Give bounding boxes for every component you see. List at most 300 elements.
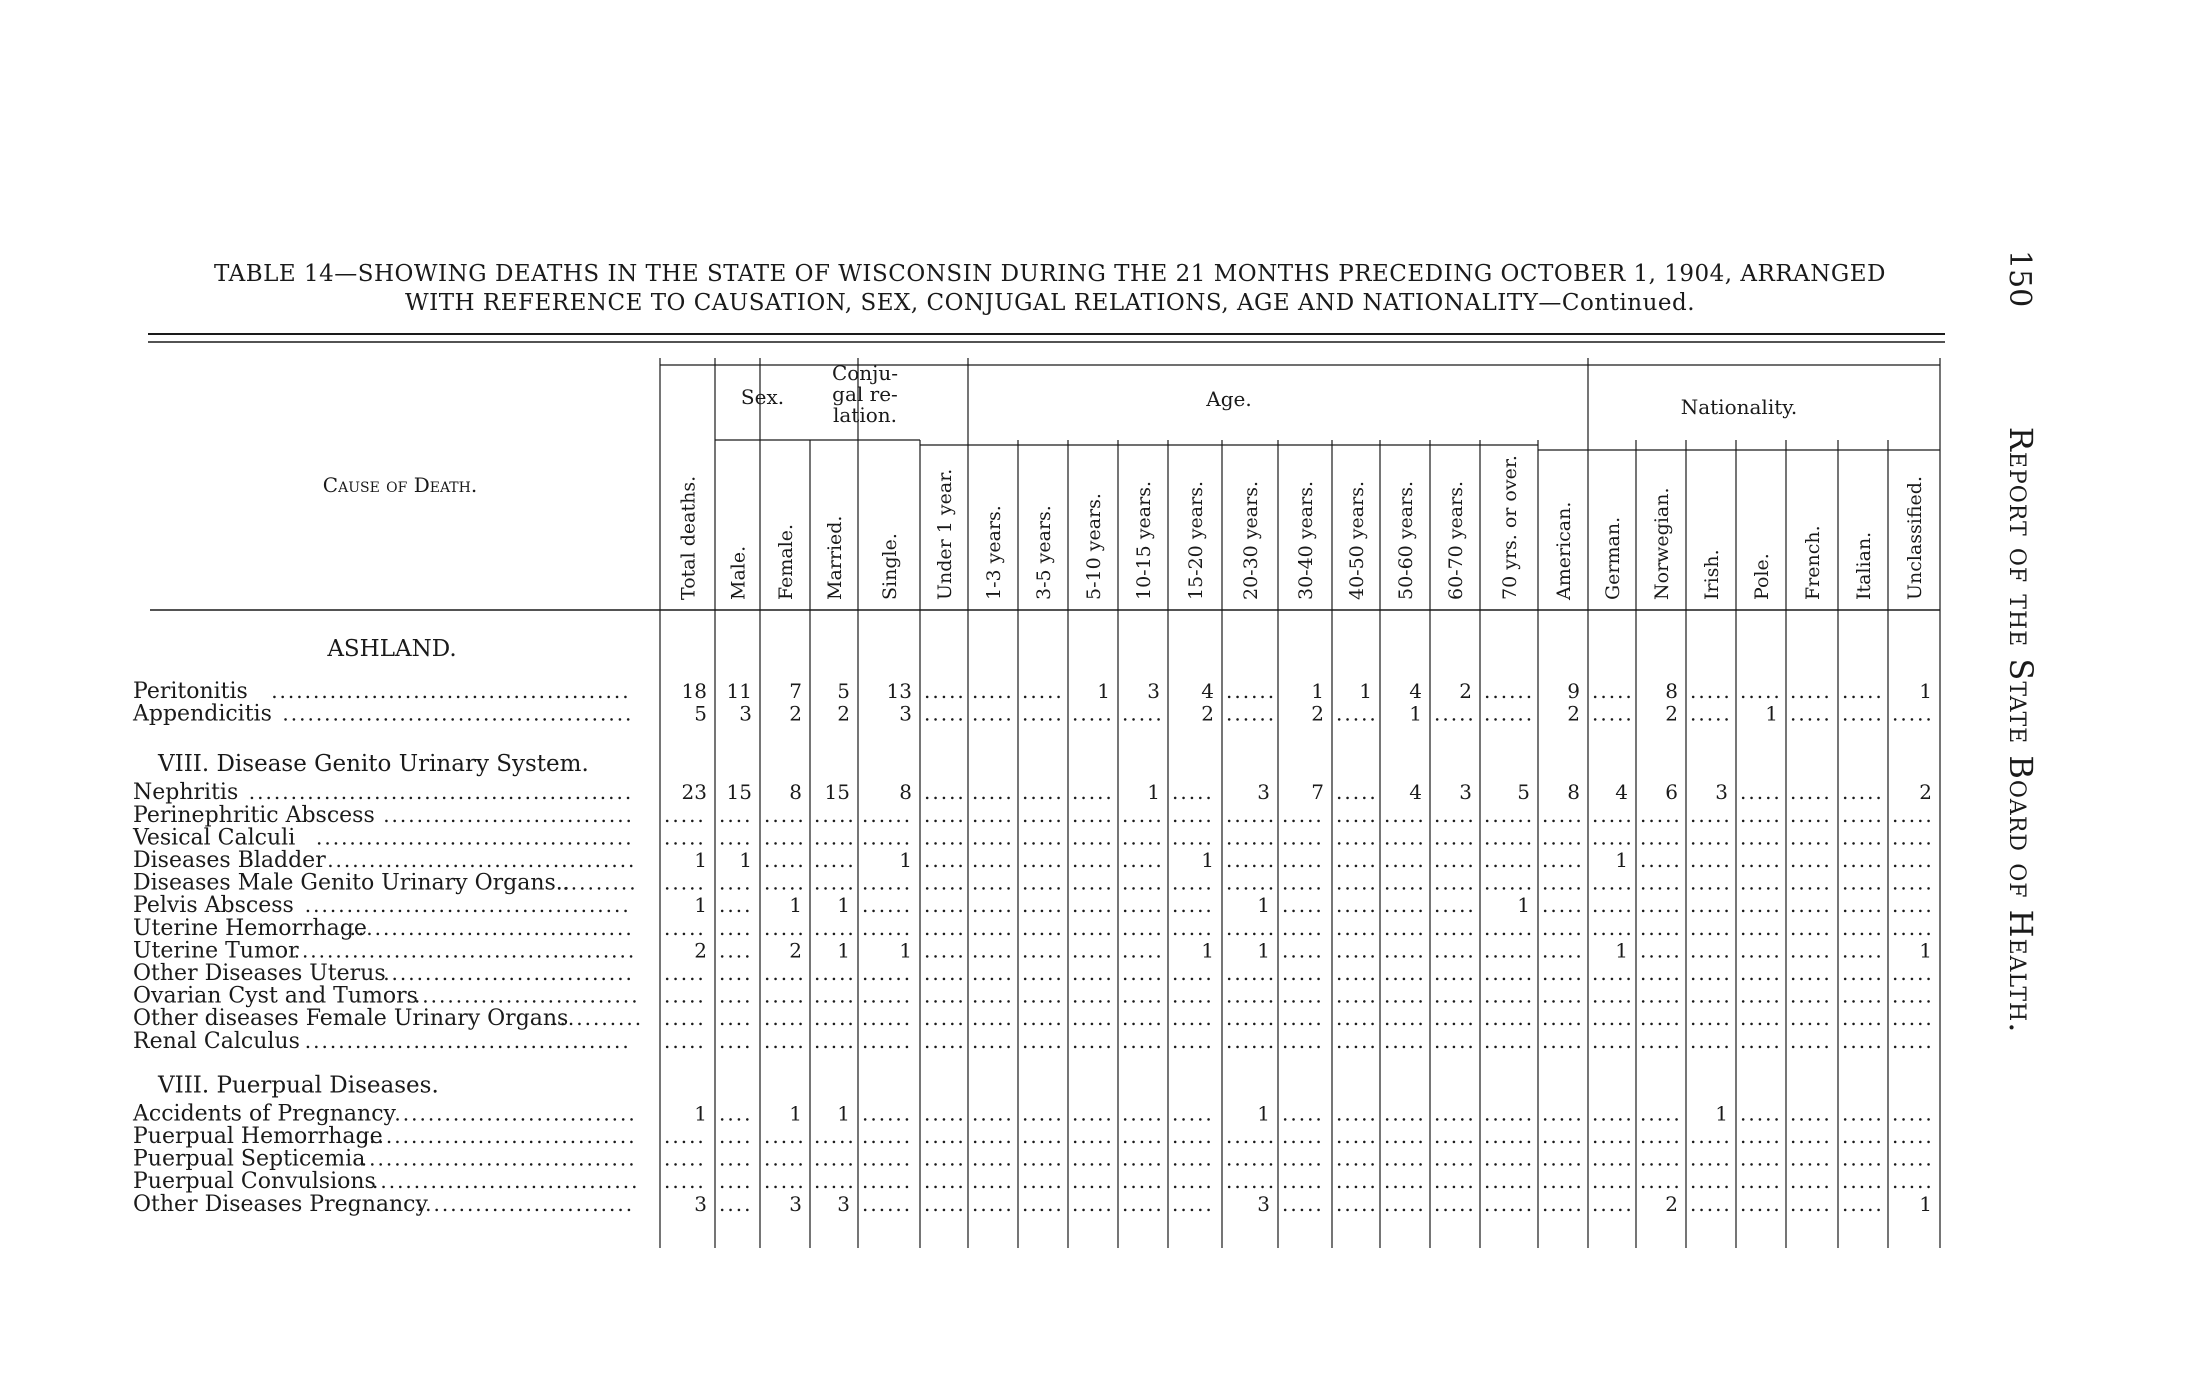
data-cell: 4	[1409, 780, 1422, 805]
empty-cell-dots: .....	[764, 802, 806, 827]
empty-cell-dots: .....	[1592, 983, 1634, 1008]
empty-cell-dots: .....	[924, 1146, 966, 1171]
empty-cell-dots: .....	[1542, 1169, 1584, 1194]
empty-cell-dots: .....	[1740, 825, 1782, 850]
data-cell: 6	[1665, 780, 1678, 805]
empty-cell-dots: .....	[1336, 938, 1378, 963]
data-cell: 1	[837, 1101, 850, 1126]
leader-dots: ..........................................	[282, 701, 634, 726]
empty-cell-dots: ......	[1226, 870, 1277, 895]
data-cell: 9	[1567, 679, 1580, 703]
empty-cell-dots: .....	[1282, 1169, 1324, 1194]
empty-cell-dots: .....	[1640, 1169, 1682, 1194]
empty-cell-dots: .....	[1336, 1191, 1378, 1216]
empty-cell-dots: .....	[1592, 1146, 1634, 1171]
empty-cell-dots: ....	[719, 1191, 753, 1216]
empty-cell-dots: .....	[1122, 938, 1164, 963]
empty-cell-dots: .....	[1022, 848, 1064, 872]
empty-cell-dots: .....	[1172, 983, 1214, 1008]
empty-cell-dots: .....	[1434, 1124, 1476, 1148]
empty-cell-dots: .....	[814, 848, 856, 872]
empty-cell-dots: .....	[664, 870, 706, 895]
empty-cell-dots: .....	[1592, 1169, 1634, 1194]
empty-cell-dots: .....	[1740, 1146, 1782, 1171]
empty-cell-dots: .....	[1336, 983, 1378, 1008]
empty-cell-dots: ......	[862, 1124, 913, 1148]
empty-cell-dots: .....	[1022, 802, 1064, 827]
nationality-group-header: Nationality.	[1680, 395, 1798, 419]
empty-cell-dots: .....	[1336, 1028, 1378, 1053]
cause-label: Puerpual Convulsions	[133, 1169, 376, 1195]
empty-cell-dots: .....	[1690, 1146, 1732, 1171]
empty-cell-dots: .....	[1740, 679, 1782, 703]
empty-cell-dots: .....	[1842, 915, 1884, 940]
empty-cell-dots: .....	[1592, 701, 1634, 726]
empty-cell-dots: .....	[1640, 1028, 1682, 1053]
empty-cell-dots: .....	[1592, 1101, 1634, 1126]
empty-cell-dots: .....	[1336, 1101, 1378, 1126]
empty-cell-dots: .....	[764, 870, 806, 895]
empty-cell-dots: ....	[719, 961, 753, 985]
empty-cell-dots: .....	[1282, 961, 1324, 985]
empty-cell-dots: .....	[1336, 701, 1378, 726]
empty-cell-dots: .....	[1592, 915, 1634, 940]
cause-column-header: Cause of Death.	[322, 473, 478, 497]
data-cell: 1	[789, 1101, 802, 1126]
empty-cell-dots: .....	[1384, 1006, 1426, 1031]
empty-cell-dots: .....	[1434, 893, 1476, 918]
empty-cell-dots: .....	[1172, 802, 1214, 827]
empty-cell-dots: .....	[1592, 870, 1634, 895]
empty-cell-dots: .....	[1282, 870, 1324, 895]
empty-cell-dots: .....	[1282, 802, 1324, 827]
data-cell: 1	[1201, 848, 1214, 872]
empty-cell-dots: .....	[764, 915, 806, 940]
empty-cell-dots: ....	[719, 983, 753, 1008]
data-cell: 1	[1359, 679, 1372, 703]
empty-cell-dots: .....	[1892, 915, 1934, 940]
empty-cell-dots: .....	[1336, 848, 1378, 872]
empty-cell-dots: .....	[1122, 701, 1164, 726]
empty-cell-dots: .....	[1542, 1101, 1584, 1126]
empty-cell-dots: .....	[1022, 915, 1064, 940]
empty-cell-dots: ......	[1484, 1191, 1535, 1216]
cause-label: Peritonitis	[133, 679, 248, 704]
empty-cell-dots: .....	[1842, 1191, 1884, 1216]
data-cell: 5	[837, 679, 850, 703]
empty-cell-dots: ......	[862, 1169, 913, 1194]
empty-cell-dots: .....	[664, 915, 706, 940]
empty-cell-dots: .....	[1740, 938, 1782, 963]
age-group-header: Age.	[1206, 387, 1252, 411]
empty-cell-dots: .....	[664, 983, 706, 1008]
empty-cell-dots: ......	[1484, 848, 1535, 872]
empty-cell-dots: .....	[1172, 1028, 1214, 1053]
empty-cell-dots: .....	[1384, 893, 1426, 918]
empty-cell-dots: .....	[1892, 893, 1934, 918]
empty-cell-dots: .....	[1384, 1101, 1426, 1126]
empty-cell-dots: .....	[1022, 1101, 1064, 1126]
data-cell: 2	[1919, 780, 1932, 805]
empty-cell-dots: .....	[1592, 1124, 1634, 1148]
empty-cell-dots: .....	[1892, 961, 1934, 985]
data-cell: 18	[681, 679, 707, 703]
empty-cell-dots: .....	[1592, 1028, 1634, 1053]
empty-cell-dots: .....	[1790, 701, 1832, 726]
leader-dots: .....................................	[327, 848, 637, 872]
column-header: American.	[1553, 501, 1575, 600]
empty-cell-dots: .....	[1072, 1191, 1114, 1216]
empty-cell-dots: ......	[1484, 983, 1535, 1008]
data-cell: 1	[1919, 1191, 1932, 1216]
empty-cell-dots: ....	[719, 1169, 753, 1194]
empty-cell-dots: .....	[1892, 1124, 1934, 1148]
empty-cell-dots: .....	[1434, 1101, 1476, 1126]
empty-cell-dots: .....	[1842, 1124, 1884, 1148]
empty-cell-dots: .....	[1740, 983, 1782, 1008]
column-header: 5-10 years.	[1083, 493, 1105, 600]
leader-dots: ..........................	[416, 1191, 635, 1216]
empty-cell-dots: .....	[1336, 961, 1378, 985]
data-cell: 3	[1257, 780, 1270, 805]
empty-cell-dots: ......	[1484, 870, 1535, 895]
data-cell: 4	[1201, 679, 1214, 703]
empty-cell-dots: .....	[972, 983, 1014, 1008]
empty-cell-dots: .....	[764, 1006, 806, 1031]
empty-cell-dots: .....	[1122, 983, 1164, 1008]
leader-dots: .......................................	[304, 1028, 631, 1053]
empty-cell-dots: .....	[1282, 1028, 1324, 1053]
empty-cell-dots: .....	[1434, 1006, 1476, 1031]
column-header: 10-15 years.	[1133, 481, 1155, 600]
empty-cell-dots: ......	[1226, 1124, 1277, 1148]
column-header: 30-40 years.	[1295, 481, 1317, 600]
empty-cell-dots: .....	[1072, 1146, 1114, 1171]
empty-cell-dots: .....	[1282, 893, 1324, 918]
empty-cell-dots: .....	[1892, 1028, 1934, 1053]
empty-cell-dots: .....	[1172, 825, 1214, 850]
empty-cell-dots: .....	[1690, 701, 1732, 726]
data-cell: 15	[726, 780, 752, 805]
empty-cell-dots: .....	[664, 1006, 706, 1031]
empty-cell-dots: .....	[1384, 983, 1426, 1008]
empty-cell-dots: .....	[1690, 825, 1732, 850]
empty-cell-dots: .....	[1740, 893, 1782, 918]
data-cell: 2	[1567, 701, 1580, 726]
data-cell: 8	[1567, 780, 1580, 805]
empty-cell-dots: .....	[1072, 1101, 1114, 1126]
empty-cell-dots: .....	[1640, 893, 1682, 918]
empty-cell-dots: .....	[1336, 1146, 1378, 1171]
leader-dots: ...........	[551, 1006, 644, 1031]
empty-cell-dots: ......	[1226, 679, 1277, 703]
empty-cell-dots: .....	[1592, 1191, 1634, 1216]
column-header: 20-30 years.	[1240, 481, 1262, 600]
empty-cell-dots: .....	[1122, 802, 1164, 827]
data-cell: 1	[1257, 938, 1270, 963]
empty-cell-dots: .....	[1790, 961, 1832, 985]
empty-cell-dots: .....	[664, 802, 706, 827]
empty-cell-dots: ....	[719, 915, 753, 940]
cause-label: Renal Calculus	[133, 1028, 300, 1054]
empty-cell-dots: .....	[1384, 1146, 1426, 1171]
empty-cell-dots: .....	[1790, 1028, 1832, 1053]
data-cell: 3	[1459, 780, 1472, 805]
empty-cell-dots: .....	[1122, 848, 1164, 872]
empty-cell-dots: .....	[1122, 915, 1164, 940]
empty-cell-dots: ......	[862, 825, 913, 850]
data-cell: 1	[1615, 848, 1628, 872]
empty-cell-dots: .....	[1072, 915, 1114, 940]
empty-cell-dots: .....	[972, 1006, 1014, 1031]
column-header: Total deaths.	[677, 475, 700, 600]
empty-cell-dots: .....	[1336, 802, 1378, 827]
empty-cell-dots: .....	[924, 825, 966, 850]
empty-cell-dots: .....	[1282, 1101, 1324, 1126]
data-cell: 13	[886, 679, 912, 703]
empty-cell-dots: ....	[719, 893, 753, 918]
data-cell: 3	[694, 1191, 707, 1216]
empty-cell-dots: .....	[1122, 1124, 1164, 1148]
data-cell: 3	[837, 1191, 850, 1216]
empty-cell-dots: .....	[1022, 870, 1064, 895]
empty-cell-dots: ....	[719, 825, 753, 850]
empty-cell-dots: .....	[972, 870, 1014, 895]
empty-cell-dots: .....	[972, 1101, 1014, 1126]
column-header: 15-20 years.	[1185, 481, 1207, 600]
data-cell: 1	[694, 1101, 707, 1126]
data-cell: 2	[837, 701, 850, 726]
empty-cell-dots: .....	[1740, 1101, 1782, 1126]
empty-cell-dots: .....	[1072, 848, 1114, 872]
empty-cell-dots: .....	[1384, 938, 1426, 963]
empty-cell-dots: .....	[972, 1028, 1014, 1053]
empty-cell-dots: .....	[1336, 1169, 1378, 1194]
column-header: Unclassified.	[1904, 476, 1926, 600]
empty-cell-dots: .....	[814, 1169, 856, 1194]
empty-cell-dots: .....	[664, 825, 706, 850]
empty-cell-dots: .....	[1740, 961, 1782, 985]
empty-cell-dots: .....	[1022, 679, 1064, 703]
empty-cell-dots: .....	[1434, 848, 1476, 872]
empty-cell-dots: .....	[972, 780, 1014, 805]
empty-cell-dots: ......	[1226, 802, 1277, 827]
column-header: Female.	[775, 523, 797, 600]
empty-cell-dots: .....	[1640, 1006, 1682, 1031]
empty-cell-dots: .....	[1842, 983, 1884, 1008]
empty-cell-dots: .....	[1336, 1124, 1378, 1148]
cause-label: Nephritis	[133, 780, 239, 806]
empty-cell-dots: ......	[862, 1006, 913, 1031]
empty-cell-dots: .....	[1072, 1006, 1114, 1031]
empty-cell-dots: .....	[1740, 1191, 1782, 1216]
column-header: Male.	[727, 545, 750, 600]
empty-cell-dots: .....	[1542, 1124, 1584, 1148]
empty-cell-dots: .....	[1542, 938, 1584, 963]
empty-cell-dots: .....	[1542, 1191, 1584, 1216]
empty-cell-dots: .....	[764, 1028, 806, 1053]
empty-cell-dots: ......	[862, 870, 913, 895]
empty-cell-dots: ......	[1484, 1124, 1535, 1148]
empty-cell-dots: .....	[1434, 1191, 1476, 1216]
data-cell: 3	[1715, 780, 1728, 805]
empty-cell-dots: .....	[1434, 870, 1476, 895]
empty-cell-dots: .....	[1022, 1124, 1064, 1148]
empty-cell-dots: .....	[1790, 825, 1832, 850]
empty-cell-dots: .....	[1690, 870, 1732, 895]
empty-cell-dots: .....	[1842, 1146, 1884, 1171]
empty-cell-dots: .....	[972, 938, 1014, 963]
empty-cell-dots: .....	[1022, 1028, 1064, 1053]
cause-label: Vesical Calculi	[133, 825, 296, 851]
empty-cell-dots: .....	[1790, 848, 1832, 872]
empty-cell-dots: .....	[1542, 983, 1584, 1008]
empty-cell-dots: .....	[1122, 1101, 1164, 1126]
empty-cell-dots: .....	[1022, 1006, 1064, 1031]
empty-cell-dots: ......	[862, 983, 913, 1008]
empty-cell-dots: .....	[972, 1146, 1014, 1171]
data-cell: 1	[899, 848, 912, 872]
empty-cell-dots: .....	[1384, 848, 1426, 872]
empty-cell-dots: .....	[972, 701, 1014, 726]
empty-cell-dots: .....	[1690, 961, 1732, 985]
empty-cell-dots: .....	[924, 1028, 966, 1053]
empty-cell-dots: .....	[1282, 938, 1324, 963]
empty-cell-dots: .....	[1842, 679, 1884, 703]
column-header: French.	[1802, 525, 1824, 600]
cause-label: Other Diseases Pregnancy	[133, 1191, 428, 1217]
empty-cell-dots: .....	[1842, 701, 1884, 726]
empty-cell-dots: .....	[814, 1124, 856, 1148]
empty-cell-dots: .....	[1892, 870, 1934, 895]
empty-cell-dots: ....	[719, 802, 753, 827]
empty-cell-dots: .....	[1022, 1169, 1064, 1194]
empty-cell-dots: .....	[1282, 1191, 1324, 1216]
data-cell: 2	[789, 938, 802, 963]
empty-cell-dots: .....	[1434, 938, 1476, 963]
empty-cell-dots: .....	[1790, 1006, 1832, 1031]
leader-dots: ..................................	[349, 915, 634, 940]
empty-cell-dots: .....	[1022, 893, 1064, 918]
data-cell: 3	[1147, 679, 1160, 703]
cause-label: Accidents of Pregnancy	[133, 1101, 396, 1127]
empty-cell-dots: .....	[1842, 848, 1884, 872]
data-cell: 1	[1517, 893, 1530, 918]
leader-dots: ...........................................	[271, 679, 631, 703]
data-cell: 1	[1409, 701, 1422, 726]
empty-cell-dots: .....	[1842, 1006, 1884, 1031]
empty-cell-dots: .....	[1690, 1124, 1732, 1148]
empty-cell-dots: .....	[972, 893, 1014, 918]
empty-cell-dots: .....	[1790, 1146, 1832, 1171]
data-cell: 1	[1257, 1101, 1270, 1126]
empty-cell-dots: .....	[1690, 1006, 1732, 1031]
empty-cell-dots: .....	[1434, 825, 1476, 850]
data-cell: 8	[1665, 679, 1678, 703]
leader-dots: ..............................	[383, 961, 634, 985]
empty-cell-dots: .....	[1592, 893, 1634, 918]
empty-cell-dots: .....	[1640, 802, 1682, 827]
empty-cell-dots: .....	[764, 825, 806, 850]
empty-cell-dots: .....	[1790, 679, 1832, 703]
empty-cell-dots: ......	[1484, 701, 1535, 726]
empty-cell-dots: .....	[972, 1124, 1014, 1148]
empty-cell-dots: .....	[924, 679, 966, 703]
column-header: 70 yrs. or over.	[1499, 455, 1521, 600]
data-cell: 15	[824, 780, 850, 805]
empty-cell-dots: .....	[972, 961, 1014, 985]
empty-cell-dots: .....	[1892, 825, 1934, 850]
data-cell: 1	[1615, 938, 1628, 963]
empty-cell-dots: .....	[814, 1146, 856, 1171]
empty-cell-dots: ....	[719, 938, 753, 963]
data-cell: 2	[694, 938, 707, 963]
empty-cell-dots: .....	[1172, 870, 1214, 895]
data-cell: 1	[1311, 679, 1324, 703]
empty-cell-dots: .....	[1072, 1169, 1114, 1194]
empty-cell-dots: .....	[1384, 1169, 1426, 1194]
empty-cell-dots: .....	[1434, 983, 1476, 1008]
empty-cell-dots: .....	[1384, 870, 1426, 895]
empty-cell-dots: .....	[764, 1124, 806, 1148]
empty-cell-dots: .....	[1842, 938, 1884, 963]
empty-cell-dots: .....	[1434, 915, 1476, 940]
empty-cell-dots: .....	[1740, 1006, 1782, 1031]
empty-cell-dots: .....	[1790, 1124, 1832, 1148]
data-cell: 1	[694, 848, 707, 872]
data-cell: 3	[1257, 1191, 1270, 1216]
empty-cell-dots: .....	[924, 961, 966, 985]
empty-cell-dots: .....	[1022, 825, 1064, 850]
empty-cell-dots: .....	[1122, 870, 1164, 895]
empty-cell-dots: ....	[719, 1146, 753, 1171]
empty-cell-dots: .....	[1892, 1146, 1934, 1171]
empty-cell-dots: .....	[1282, 1124, 1324, 1148]
empty-cell-dots: .....	[764, 1169, 806, 1194]
sex-group-header: Sex.	[740, 385, 785, 409]
empty-cell-dots: .....	[1072, 825, 1114, 850]
empty-cell-dots: .....	[1892, 701, 1934, 726]
empty-cell-dots: .....	[1842, 870, 1884, 895]
data-cell: 3	[789, 1191, 802, 1216]
empty-cell-dots: ......	[1226, 915, 1277, 940]
column-header: Under 1 year.	[934, 468, 956, 600]
empty-cell-dots: .....	[764, 848, 806, 872]
empty-cell-dots: ......	[1484, 938, 1535, 963]
empty-cell-dots: .....	[1172, 1006, 1214, 1031]
empty-cell-dots: .....	[1690, 848, 1732, 872]
empty-cell-dots: .....	[1542, 870, 1584, 895]
empty-cell-dots: .....	[664, 1169, 706, 1194]
empty-cell-dots: .....	[1282, 983, 1324, 1008]
empty-cell-dots: .....	[664, 1028, 706, 1053]
empty-cell-dots: .....	[1434, 1146, 1476, 1171]
data-cell: 8	[789, 780, 802, 805]
empty-cell-dots: .....	[972, 1191, 1014, 1216]
leader-dots: ..............................................	[248, 780, 634, 805]
empty-cell-dots: .....	[1336, 825, 1378, 850]
empty-cell-dots: .....	[1022, 961, 1064, 985]
empty-cell-dots: .....	[1640, 983, 1682, 1008]
column-header: 40-50 years.	[1346, 481, 1368, 600]
empty-cell-dots: .....	[1384, 961, 1426, 985]
empty-cell-dots: .....	[814, 825, 856, 850]
empty-cell-dots: .....	[1592, 825, 1634, 850]
data-cell: 2	[1459, 679, 1472, 703]
empty-cell-dots: .....	[1592, 961, 1634, 985]
cause-label: Pelvis Abscess	[133, 893, 294, 919]
empty-cell-dots: .....	[1790, 1191, 1832, 1216]
